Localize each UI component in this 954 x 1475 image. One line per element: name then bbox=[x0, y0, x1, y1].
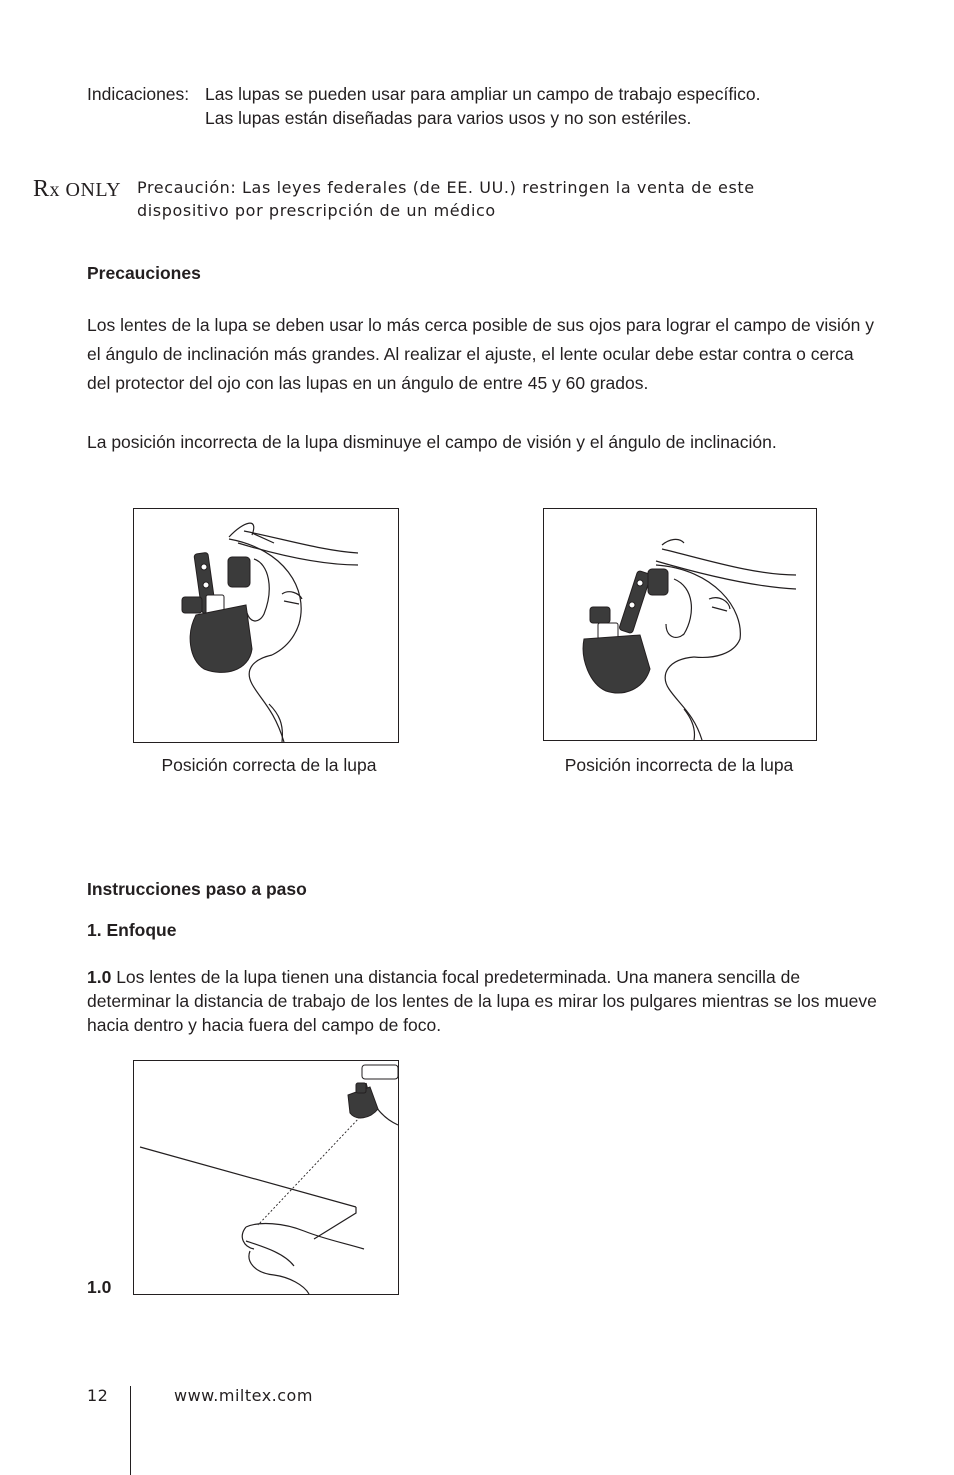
step-1-heading: 1. Enfoque bbox=[87, 920, 177, 940]
rx-only-text: ONLY bbox=[65, 179, 122, 201]
precautions-heading: Precauciones bbox=[87, 263, 201, 283]
step-1-0-number: 1.0 bbox=[87, 967, 112, 987]
incorrect-position-illustration bbox=[544, 509, 816, 740]
figure-1-0 bbox=[133, 1060, 399, 1295]
indications-line-1: Las lupas se pueden usar para ampliar un campo de trabajo específico. bbox=[205, 84, 761, 104]
rx-r: R bbox=[33, 176, 50, 202]
rx-caution-line-1: Precaución: Las leyes federales (de EE. UU.) restringen la venta de este bbox=[137, 178, 755, 197]
instructions-heading: Instrucciones paso a paso bbox=[87, 879, 307, 899]
incorrect-position-caption: Posición incorrecta de la lupa bbox=[564, 755, 794, 775]
precautions-paragraph-2: La posición incorrecta de la lupa disminuye el campo de visión y el ángulo de inclinación. bbox=[87, 432, 777, 452]
focus-illustration bbox=[134, 1061, 398, 1294]
rx-caution bbox=[137, 176, 817, 222]
rx-caution-line-2: dispositivo por prescripción de un médico bbox=[137, 201, 496, 220]
figure-incorrect-position bbox=[543, 508, 817, 741]
indications-label: Indicaciones: bbox=[87, 84, 190, 104]
rx-only-symbol bbox=[33, 176, 121, 203]
footer-divider bbox=[130, 1386, 131, 1475]
rx-x: x bbox=[49, 179, 61, 201]
figure-correct-position bbox=[133, 508, 399, 743]
correct-position-caption: Posición correcta de la lupa bbox=[161, 755, 377, 775]
correct-position-illustration bbox=[134, 509, 398, 742]
figure-1-0-label: 1.0 bbox=[87, 1277, 112, 1297]
step-1-0-text: Los lentes de la lupa tienen una distancia focal predeterminada. Una manera sencilla de determinar la distancia de trabajo de los lentes de la lupa es mirar los pulgares mientras se los mueve hacia dentro y hacia fuera del campo de foco. bbox=[87, 967, 877, 1035]
precautions-paragraph-1: Los lentes de la lupa se deben usar lo más cerca posible de sus ojos para lograr el campo de visión y el ángulo de inclinación más grandes. Al realizar el ajuste, el lente ocular debe estar contra o cerca del protector del ojo con las lupas en un ángulo de entre 45 y 60 grados. bbox=[87, 315, 874, 393]
footer-url[interactable]: www.miltex.com bbox=[174, 1386, 313, 1405]
step-1-0-paragraph bbox=[87, 965, 877, 1037]
page-number: 12 bbox=[87, 1386, 109, 1405]
indications-line-2: Las lupas están diseñadas para varios usos y no son estériles. bbox=[205, 108, 692, 128]
